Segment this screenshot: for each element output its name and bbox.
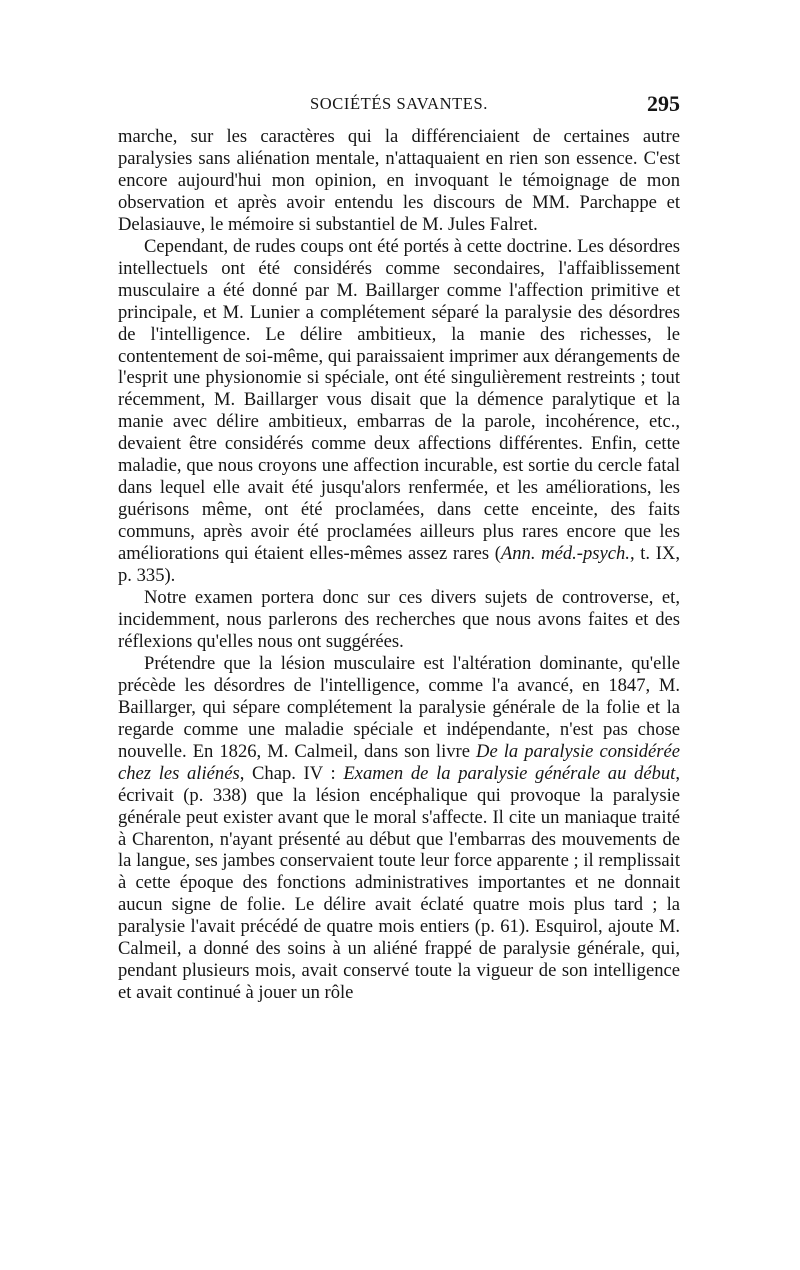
paragraph-examen [118, 587, 680, 653]
chapter-reference: , Chap. IV : [239, 762, 344, 784]
paragraph-doctrine [118, 236, 680, 587]
running-head [118, 92, 680, 120]
paragraph-text: marche, sur les caractères qui la différenciaient de certaines autre paralysies sans aliénation mentale, n'attaquaient en rien son essence. C'est encore aujourd'hui mon opinion, en invoquant le témoignage de mon observation et après avoir entendu les discours de MM. Parchappe et Delasiauve, le mémoire si substantiel de M. Jules Falret. [118, 126, 680, 235]
paragraph-text: Notre examen portera donc sur ces divers sujets de controverse, et, incidemment, nous parlerons des recherches que nous avons faites et des réflexions qu'elles nous ont suggérées. [118, 587, 680, 652]
chapter-title: Examen de la paralysie générale au début [343, 762, 676, 784]
body-text [118, 126, 680, 1004]
paragraph-text: , écrivait (p. 338) que la lésion encéphalique qui provoque la paralysie générale peut exister avant que le moral s'affecte. Il cite un maniaque traité à Charenton, n'ayant présenté au début que l'embarras des mouvements de la langue, ses jambes conservaient toute leur force apparente ; il remplissait à cette époque des fonctions administratives importantes et ne donnait aucun signe de folie. Le délire avait éclaté quatre mois plus tard ; la paralysie l'avait précédé de quatre mois entiers (p. 61). Esquirol, ajoute M. Calmeil, a donné des soins à un aliéné frappé de paralysie générale, qui, pendant plusieurs mois, avait conservé toute la vigueur de son intelligence et avait continué à jouer un rôle [118, 762, 680, 1004]
paragraph-text: Cependant, de rudes coups ont été portés à cette doctrine. Les désordres intellectuels ont été considérés comme secondaires, l'affaiblissement musculaire a été donné par M. Baillarger comme l'affection primitive et principale, et M. Lunier a complétement séparé la paralysie des désordres de l'intelligence. Le délire ambitieux, la manie des richesses, le contentement de soi-même, qui paraissaient imprimer aux dérangements de l'esprit une physionomie si spéciale, ont été singulièrement restreints ; tout récemment, M. Baillarger vous disait que la démence paralytique et la manie avec délire ambitieux, embarras de la parole, incohérence, etc., devaient être considérés comme deux affections différentes. Enfin, cette maladie, que nous croyons une affection incurable, est sortie du cercle fatal dans lequel elle avait été jusqu'alors renfermée, et les améliorations, les guérisons même, ont été proclamées, dans cette enceinte, des faits communs, après avoir été proclamées ailleurs plus rares encore que les améliorations qui étaient elles-mêmes assez rares ( [118, 235, 680, 565]
book-page [118, 92, 680, 1004]
page-number: 295 [647, 91, 680, 116]
book-title: De la paralysie considérée chez les aliénés [118, 740, 680, 784]
paragraph-continuation [118, 126, 680, 236]
paragraph-lesion [118, 653, 680, 1004]
citation-details: , t. IX, p. 335). [118, 543, 681, 587]
citation-title: Ann. méd.-psych. [500, 543, 630, 565]
running-title: SOCIÉTÉS SAVANTES. [310, 94, 488, 113]
paragraph-text: Prétendre que la lésion musculaire est l'altération dominante, qu'elle précède les désordres de l'intelligence, comme l'a avancé, en 1847, M. Baillarger, qui sépare complétement la paralysie générale de la folie et la regarde comme une maladie spéciale et indépendante, n'est pas chose nouvelle. En 1826, M. Calmeil, dans son livre [118, 652, 680, 762]
